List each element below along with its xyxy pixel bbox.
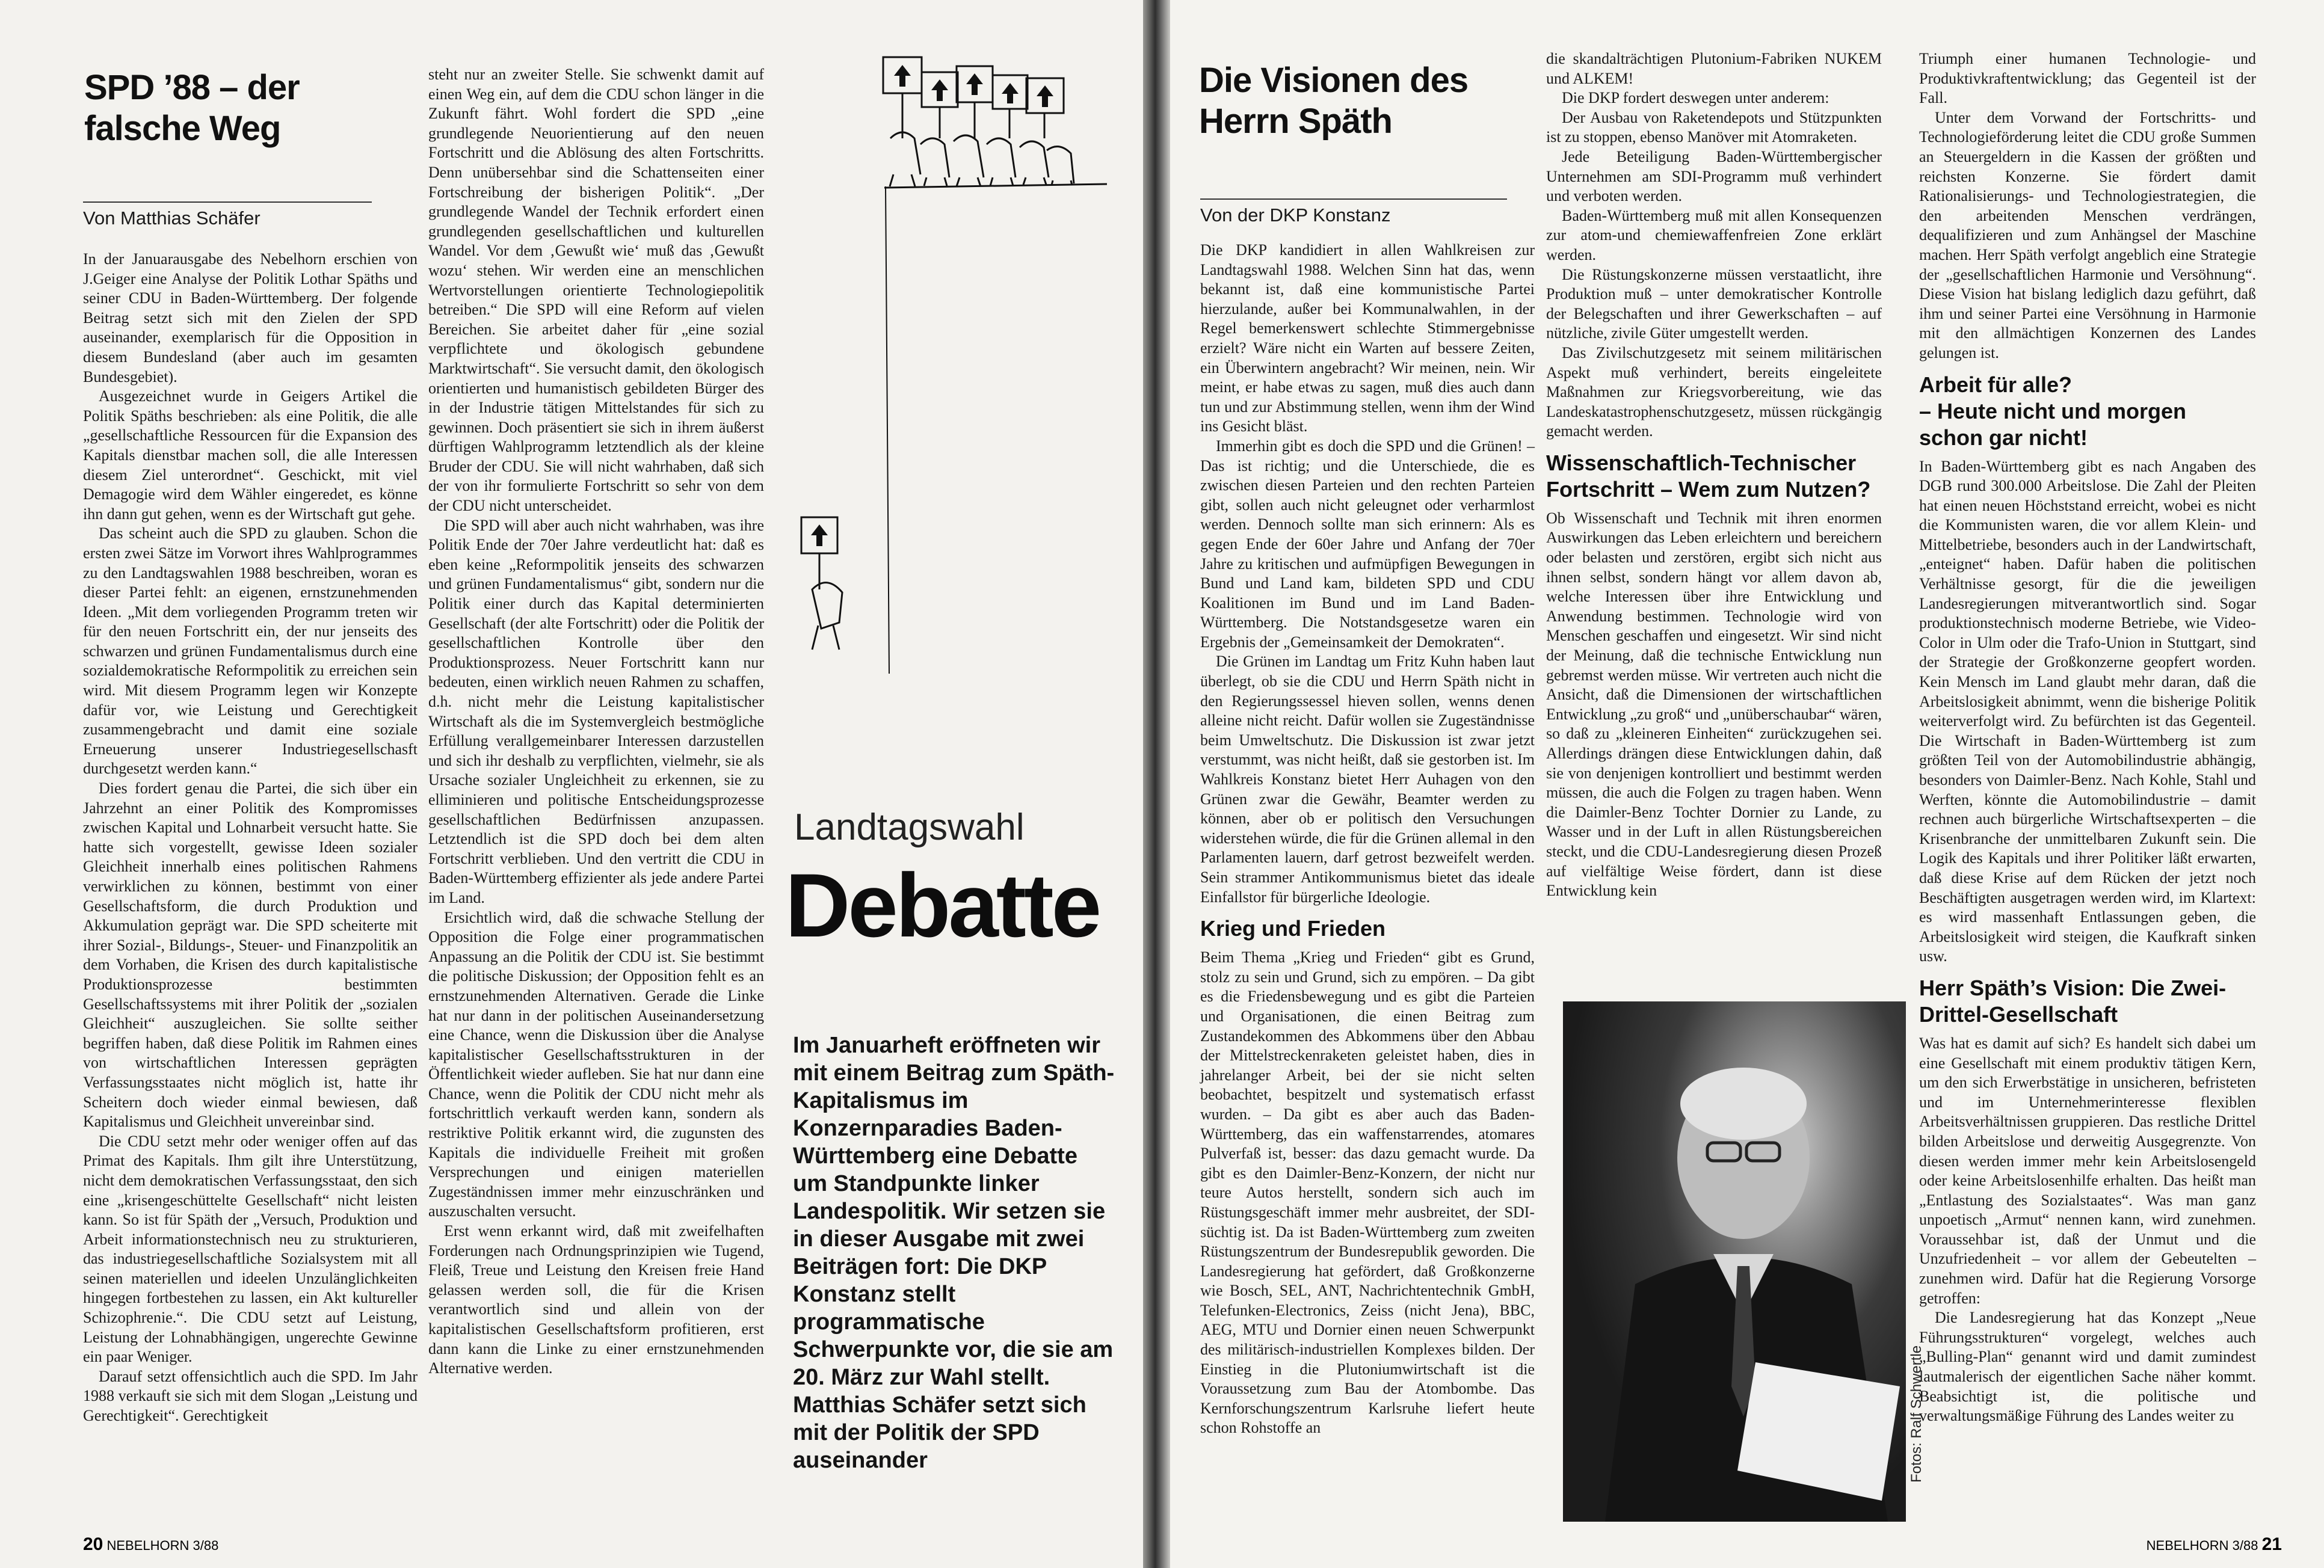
paragraph: Ersichtlich wird, daß die schwache Stellung der Opposition die Folge einer programmatischen Anpassung an die Politik der CDU ist. Sie bestimmt die politische Diskussion; der Opposition fehlt es an ernstzunehmenden Alternativen. Gerade die Linke hat nur dann in der politischen Auseinandersetzung eine Chance, wenn die Diskussion über die Analyse kapitalistischer Gesellschaftsstrukturen in der Öffentlichkeit wieder aufleben. Sie hat nur dann eine Chance, wenn die Politik der CDU nicht mehr als fortschrittlich verkauft werden kann, sondern als restriktive Politik erkannt wird, die zugunsten des Kapitals die individuelle Freiheit mit großen Versprechungen und einigen materiellen Zugeständnissen immer mehr einzuschränken und auszuschalten versucht. (428, 908, 764, 1220)
subheading-zwei-drittel: Herr Späth’s Vision: Die Zwei- Drittel-Gesellschaft (1919, 975, 2227, 1027)
subheading-krieg-frieden: Krieg und Frieden (1200, 916, 1386, 941)
paragraph: Das scheint auch die SPD zu glauben. Schon die ersten zwei Sätze im Vorwort ihres Wahlprogrammes zu den Landtagswahlen 1988 beschreiben, woran es dieser Partei fehlt: an eigenen, ernstzunehmenden Ideen. „Mit dem vorliegenden Programm treten wir für den neuen Fortschritt ein, der nur jenseits des schwarzen und grünen Fundamentalismus durch eine sozialdemokratische Reformpolitik zu erreichen sein wird. Mit diesem Programm legen wir Konzepte dafür vor, wie Leistung und Gerechtigkeit zusammengebracht und damit eine soziale Erneuerung unserer Industriegesellschasft durchgesetzt werden kann.“ (83, 524, 418, 778)
paragraph: Darauf setzt offensichtlich auch die SPD. Im Jahr 1988 verkauft sie sich mit dem Slogan „Leistung und Gerechtigkeit“. Gerechtigkeit (83, 1367, 418, 1425)
article-headline-visionen: Die Visionen des Herrn Späth (1199, 61, 1469, 141)
paragraph: Das Zivilschutzgesetz mit seinem militärischen Aspekt muß verhindert, bereits eingeleitete Maßnahmen zur Kriegsvorbereitung, wie das Landeskatastrophenschutzgesetz, müssen rückgängig gemacht werden. (1546, 343, 1882, 440)
paragraph: Ausgezeichnet wurde in Geigers Artikel die Politik Späths beschrieben: als eine Politik, die alle „gesellschaftliche Ressourcen für die Expansion des Kapitals dienstbar machen soll, die alle Interessen diesem Ziel unterordnet“. Geschickt, mit viel Demagogie wird dem Wähler eingeredet, es könne ihn dann gut gehen, wenn es der Wirtschaft gut gehe. (83, 387, 418, 523)
photo-man-reading-paper (1563, 1001, 1906, 1522)
protest-cartoon-illustration (782, 48, 1119, 686)
paragraph: Der Ausbau von Raketendepots und Stützpunkten ist zu stoppen, ebenso Manöver mit Atomraketen. (1546, 108, 1882, 146)
column-right-1 (1200, 241, 1535, 1438)
paragraph: In der Januarausgabe des Nebelhorn erschien von J.Geiger eine Analyse der Politik Lothar Späths und seiner CDU in Baden-Württemberg. Der folgende Beitrag setzt sich mit den Zielen der SPD auseinander, exemplarisch für die Opposition in diesem Bundesland (aber auch im gesamten Bundesgebiet). (83, 250, 418, 386)
byline-left: Von Matthias Schäfer (83, 201, 372, 229)
page-left (0, 0, 1143, 1568)
paragraph: In Baden-Württemberg gibt es nach Angaben des DGB rund 300.000 Arbeitslose. Die Zahl der Pleiten hat einen neuen Höchststand erreicht, wobei es nicht die Kommunisten waren, die vor allem Klein- und Mittelbetriebe, besonders auch in der Landwirtschaft, „enteignet“ haben. Dafür haben die politischen Verhältnisse gesorgt, für die die jeweiligen Landesregierungen mitverantwortlich sind. Sogar produktionstechnisch moderne Betriebe, wie Video-Color in Ulm oder die Trafo-Union in Stuttgart, sind der Strategie der Großkonzerne geopfert worden. Kein Mensch im Land glaubt mehr daran, daß die Arbeitslosigkeit abnimmt, wenn die bisherige Politik weiterverfolgt wird. Zu befürchten ist das Gegenteil. Die Wirtschaft in Baden-Württemberg ist zum größten Teil von der Automobilindustrie abhängig, besonders von Daimler-Benz. Nach Kohle, Stahl und Werften, könnte die Automobilindustrie – damit rechnen auch bürgerliche Wirtschaftsexperten – die Krisenbranche der unmittelbaren Zukunft sein. Die Logik des Kapitals und ihrer Politiker läßt erwarten, daß diese Krise auf dem Rücken der jetzt noch Beschäftigten ausgetragen werden wird, im Klartext: es wird massenhaft Entlassungen geben, die Arbeitslosigkeit wird steigen, die Kaufkraft sinken usw. (1919, 457, 2256, 965)
article-headline-spd: SPD ’88 – der falsche Weg (84, 68, 300, 148)
paragraph: Die SPD will aber auch nicht wahrhaben, was ihre Politik Ende der 70er Jahre verdeutlicht hat: daß es eben keine „Reformpolitik jenseits des schwarzen und grünen Fundamentalismus“ gibt, sondern nur die Politik einer durch das Kapital determinierten Gesellschaft (der alte Fortschritt) oder die Politik der gesellschaftlichen Kontrolle über den Produktionsprozess. Neuer Fortschritt kann nur bedeuten, einen wirklich neuen Rahmen zu schaffen, d.h. nicht mehr die Leistung kapitalistischer Wirtschaft als die im Systemvergleich bestmögliche Erfüllung verallgemeinbarer Interessen darzustellen und sich ihr deshalb zu verpflichten, vielmehr, sie als Ursache sozialer Ungleichheit zu erkennen, sie zu elliminieren und politische Entscheidungsprozesse gesellschaftlichen Bedürfnissen anzupassen. Letztendlich ist die SPD doch bei dem alten Fortschritt verblieben. Und den vertritt die CDU in Baden-Württemberg effizienter als jede andere Partei im Land. (428, 516, 764, 906)
paragraph: Triumph einer humanen Technologie- und Produktivkraftentwicklung; das Gegenteil ist der Fall. (1919, 50, 2256, 107)
debate-intro-text: Im Januarheft eröffneten wir mit einem Beitrag zum Späth-Kapitalismus im Konzernparadies Baden-Württemberg eine Debatte um Standpunkte linker Landespolitik. Wir setzen sie in dieser Ausgabe mit zwei Beiträgen fort: Die DKP Konstanz stellt programmatische Schwerpunkte vor, die sie am 20. März zur Wahl stellt. Matthias Schäfer setzt sich mit der Politik der SPD auseinander (793, 1033, 1115, 1473)
paragraph: Die Grünen im Landtag um Fritz Kuhn haben laut überlegt, ob sie die CDU und Herrn Späth nicht in den Regierungssessel hieven sollen, wenns denen alleine nicht reicht. Dafür wollen sie Zugeständnisse beim Umweltschutz. Die Diskussion ist zwar jetzt verstummt, was nicht heißt, daß sie gestorben ist. Im Wahlkreis Konstanz bietet Herr Auhagen von den Grünen zwar die Gewähr, Beamter werden zu können, aber ob er politisch den Versuchungen widerstehen würde, die für die Grünen allemal in den Parlamenten lauern, darf getrost bezweifelt werden. Sein strammer Antikommunismus bietet das ideale Einfallstor für bürgerliche Ideologie. (1200, 653, 1535, 906)
page-number: 21 (2261, 1534, 2282, 1554)
photo-credit: Fotos: Ralf Schwertle (1908, 1345, 1925, 1483)
paragraph: Unter dem Vorwand der Fortschritts- und Technologieförderung leitet die CDU große Summen an Steuergeldern in die Kassen der größten und reichsten Konzerne. Sie fördert damit Rationalisierungs- und Technologiestrategien, die den arbeitenden Menschen verdrängen, dequalifizieren und zum Anhängsel der Maschine machen. Herr Späth verfolgt angeblich eine Strategie der „gesellschaftlichen Harmonie und Versöhnung“. Diese Vision hat bislang lediglich dazu geführt, daß ihm und seiner Partei eine Versöhnung in Harmonie mit den allmächtigen Konzernen des Landes gelungen ist. (1919, 108, 2256, 361)
column-left-1 (83, 250, 418, 1426)
paragraph: Erst wenn erkannt wird, daß mit zweifelhaften Forderungen nach Ordnungsprinzipien wie Tugend, Fleiß, Treue und Leistung den Kreisen freie Hand gelassen werden soll, die für die Krisen verantwortlich sind und allein von der kapitalistischen Gesellschaftsform profitieren, erst dann kann die Linke zu einer ernstzunehmenden Alternative werden. (428, 1222, 764, 1377)
page-folio-left (83, 1534, 218, 1555)
paragraph: Jede Beteiligung Baden-Württembergischer Unternehmen am SDI-Programm muß verhindert und verboten werden. (1546, 147, 1882, 205)
section-title: Debatte (785, 855, 1100, 956)
cliff-edge-line (884, 184, 1107, 188)
column-right-2 (1546, 49, 1882, 901)
page-folio-right (2147, 1534, 2282, 1555)
column-left-2 (428, 65, 764, 1379)
paragraph: Was hat es damit auf sich? Es handelt sich dabei um eine Gesellschaft mit einem produktiv tätigen Kern, um den sich Erwerbstätige in unsicheren, befristeten und im Unternehmerinteresse flexiblen Arbeitsverhältnissen gruppieren. Das restliche Drittel bilden Arbeitslose und derweitig Ausgegrenzte. Von diesen werden immer mehr kein Arbeitslosengeld oder keine Arbeitslosenhilfe erhalten. Das heißt man „Entlastung des Sozialstaates“. Was man ganz unpoetisch „Armut“ nennen kann, wird zunehmen. Voraussehbar ist, daß der Unmut und die Unzufriedenheit – vor allem der Gebeutelten – zunehmen wird. Dafür hat die Regierung Vorsorge getroffen: (1919, 1034, 2256, 1307)
subheading-arbeit: Arbeit für alle? – Heute nicht und morgen schon gar nicht! (1919, 372, 2187, 450)
section-kicker: Landtagswahl (794, 807, 1025, 848)
paragraph: Baden-Württemberg muß mit allen Konsequenzen zur atom-und chemiewaffenfreien Zone erklärt werden. (1546, 206, 1882, 263)
magazine-issue: NEBELHORN 3/88 (2146, 1538, 2258, 1553)
paragraph: Die DKP kandidiert in allen Wahlkreisen zur Landtagswahl 1988. Welchen Sinn hat das, wenn bekannt ist, daß eine kommunistische Partei hierzulande, außer bei Kommunalwahlen, in der Regel bemerkenswert schlechte Stimmergebnisse erzielt? Wäre nicht ein Warten auf bessere Zeiten, ein Überwintern angebracht? Wir meinen, nein. Wir meint, er habe etwas zu sagen, muß dies auch dann tun und zur Abstimmung stellen, wenn ihm der Wind ins Gesicht bläst. (1200, 241, 1535, 435)
subheading-wissenschaft: Wissenschaftlich-Technischer Fortschritt – Wem zum Nutzen? (1546, 450, 1871, 502)
page-number: 20 (83, 1534, 103, 1554)
byline-right: Von der DKP Konstanz (1200, 198, 1507, 226)
paragraph: steht nur an zweiter Stelle. Sie schwenkt damit auf einen Weg ein, auf dem die CDU schon länger in die Zukunft fährt. Wohl fordert die SPD „eine grundlegende Neuorientierung auf den neuen Fortschritt und die Ablösung des alten Fortschritts. Denn unübersehbar sind die Schattenseiten einer Fortschreibung der bisherigen Politik“. „Der grundlegende Wandel der Technik erfordert einen grundlegenden gesellschaftlichen und kulturellen Wandel. Vor dem ‚Gewußt wie‘ muß das ‚Gewußt wozu‘ stehen. Wir werden eine an menschlichen Wertvorstellungen orientierte Technologiepolitik betreiben.“ Die SPD will eine Reform auf vielen Bereichen. Sie arbeitet daher für „eine sozial verpflichtete und ökologisch gebundene Marktwirtschaft“. Sie versucht damit, den ökologisch orientierten und humanistisch gebildeten Bürger des in der Industrie tätigen Mittelstandes für sich zu gewinnen. Doch präsentiert sie sich in ihrem äußerst dürftigen Wahlprogramm letztendlich als der kleine Bruder der CDU. Sie will nicht wahrhaben, daß sich der von ihr formulierte Fortschritt so sehr von dem der CDU nicht unterscheidet. (428, 66, 764, 515)
paragraph: Beim Thema „Krieg und Frieden“ gibt es Grund, stolz zu sein und Grund, sich zu empören. – Da gibt es die Friedensbewegung und es gibt die Parteien und Organisationen, die einen Beitrag zum Zustandekommen des Abkommens über den Abbau der Mittelstreckenraketen geleistet haben, dies in jahrelanger Arbeit, bei der sie nicht selten beobachtet, bespitzelt und systematisch erfasst wurden. – Da gibt es aber auch das Baden-Württemberg, das ein waffenstarrendes, atomares Pulverfaß ist, besser: das dazu gemacht wurde. Da gibt es den Daimler-Benz-Konzern, der nicht nur teure Autos herstellt, sondern sich auch im Rüstungsgeschäft immer mehr ausbreitet, der SDI-süchtig ist. Da ist Baden-Württemberg zum zweiten Rüstungszentrum der Bundesrepublik geworden. Die Landesregierung hat gefördert, daß Großkonzerne wie Bosch, SEL, ANT, Nachrichtentechnik GmbH, Telefunken-Electronics, Zeiss (nicht Jena), BBC, AEG, MTU und Dornier einen neuen Schwerpunkt des militärisch-industriellen Komplexes bilden. Der Einstieg in die Plutoniumwirtschaft ist die Voraussetzung zum Bau der Atombombe. Das Kernforschungszentrum Karlsruhe liefert heute schon Rohstoffe an (1200, 948, 1535, 1437)
paragraph: Die Rüstungskonzerne müssen verstaatlicht, ihre Produktion muß – unter demokratischer Kontrolle der Belegschaften und ihrer Gewerkschaften – auf nützliche, zivile Güter umgestellt werden. (1546, 265, 1882, 342)
paragraph: Ob Wissenschaft und Technik mit ihren enormen Auswirkungen das Leben erleichtern und bereichern oder belasten und zerstören, ergibt sich nicht aus ihnen selbst, sondern hängt vor allem davon ab, welche Interessen über ihre Entwicklung und Anwendung bestimmen. Technologie wird von Menschen geschaffen und eingesetzt. Wir sind nicht der Meinung, daß die technische Entwicklung nun gebremst werden müsse. Wir vertreten auch nicht die Ansicht, daß die Dimensionen der wirtschaftlichen Entwicklung „zu groß“ und „unüberschaubar“ wären, so daß zu „kleineren Einheiten“ zurückzugehen sei. Allerdings drängen diese Entwicklungen dahin, daß sie von denjenigen kontrolliert und bestimmt werden müssen, die auch die Folgen zu tragen haben. Wenn die Daimler-Benz Tochter Dornier zu Lande, zu Wasser und in der Luft in allen Rüstungsbereichen steckt, und die CDU-Landesregierung diesen Prozeß auf vielfältige Weise fördert, dann ist diese Entwicklung kein (1546, 509, 1882, 900)
paragraph: Dies fordert genau die Partei, die sich über ein Jahrzehnt an einer Politik des Kompromisses zwischen Kapital und Lohnarbeit versucht hatte. Sie hatte sich vorgestellt, gewisse Ideen sozialer Gleichheit innerhalb eines politischen Rahmens verwirklichen zu können, bestimmt von einer Gesellschaftsform, die durch Produktion und Akkumulation geprägt war. Die SPD scheiterte mit ihrer Sozial-, Bildungs-, Steuer- und Finanzpolitik an dem Vorhaben, die Krisen des durch kapitalistische Produktionsprozesse bestimmten Gesellschaftssystems mit ihrer Politik der „sozialen Gleichheit“ auszugleichen. Sie sollte seither begriffen haben, daß diese Politik im Rahmen eines von wirtschaftlichen Interessen geprägten Verfassungsstaates nicht möglich ist, hatte ihr Scheitern doch wieder einmal bewiesen, daß Kapitalismus und Gleichheit unvereinbar sind. (83, 779, 418, 1131)
photo-figure (1563, 1001, 1906, 1522)
paragraph: Immerhin gibt es doch die SPD und die Grünen! – Das ist richtig; und die Unterschiede, die es zwischen diesen Parteien und den rechten Parteien gibt, sollen auch nicht geleugnet oder verharmlost werden. Dennoch sollte man sich erinnern: Als es gegen Ende der 60er Jahre und Anfang der 70er Jahre zu kritischen und aufmüpfigen Bewegungen in Bund und Land kam, bildeten SPD und CDU Koalitionen im Bund und im Land Baden-Württemberg. Die Notstandsgesetze waren ein Ergebnis der „Gemeinsamkeit der Demokraten“. (1200, 437, 1535, 651)
magazine-issue: NEBELHORN 3/88 (106, 1538, 219, 1553)
paragraph: Die CDU setzt mehr oder weniger offen auf das Primat des Kapitals. Ihm gilt ihre Unterstützung, nicht dem demokratischen Verfassungsstaat, den sich eine „krisengeschüttelte Gesellschaft“ nicht leisten kann. So ist für Späth der „Versuch, Produktion und Arbeit informationstechnisch neu zu strukturieren, das industriegesellschaftliche Sozialsystem mit all seinen materiellen und ideelen Unzulänglichkeiten hingegen fortbestehen zu lassen, ein Akt kultureller Schizophrenie.“. Die CDU setzt auf Leistung, Leistung der Lohnabhängigen, ungerechte Gewinne ein paar Weniger. (83, 1132, 418, 1366)
paragraph: Die DKP fordert deswegen unter anderem: (1562, 89, 1829, 107)
column-right-3 (1919, 49, 2256, 1426)
page-gutter (1143, 0, 1170, 1568)
paragraph: die skandalträchtigen Plutonium-Fabriken NUKEM und ALKEM! (1546, 50, 1882, 87)
paragraph: Die Landesregierung hat das Konzept „Neue Führungsstrukturen“ vorgelegt, welches auch „Bulling-Plan“ genannt wird und damit zumindest lautmalerisch der eigentlichen Sache näher kommt. Beabsichtigt ist, die politische und verwaltungsmäßige Führung des Landes weiter zu (1919, 1309, 2256, 1425)
